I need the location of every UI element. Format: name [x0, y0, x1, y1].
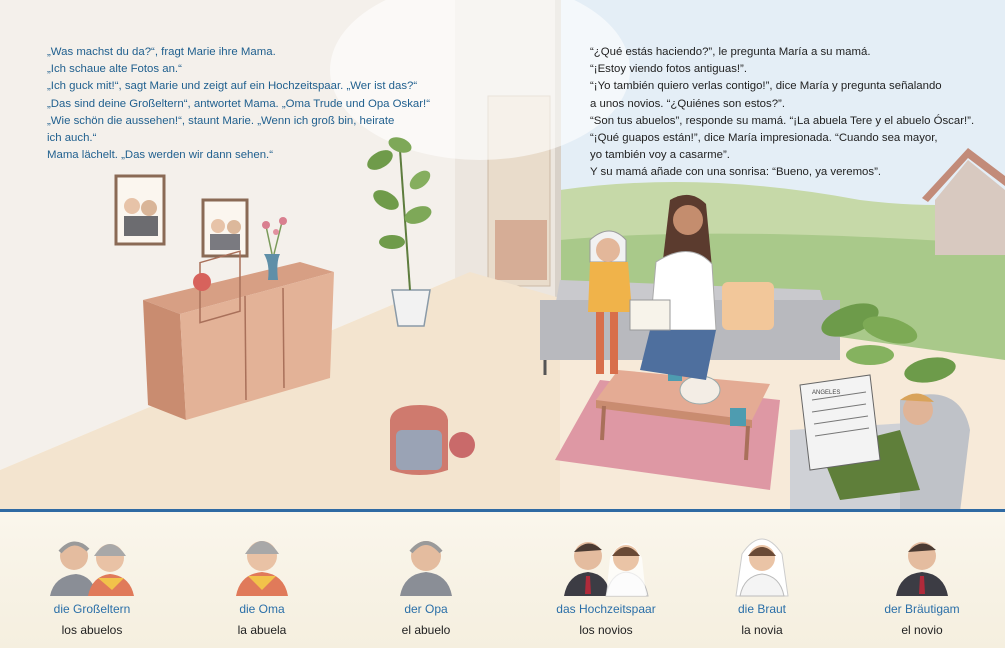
vocab-item-grandparents	[22, 512, 162, 648]
german-line: „Ich schaue alte Fotos an.“	[47, 63, 182, 76]
vocabulary-band	[0, 512, 1005, 648]
german-line: „Wie schön die aussehen!“, staunt Marie. „Wenn ich groß bin, heirate	[47, 114, 395, 127]
vocab-spanish-word: los novios	[579, 623, 633, 637]
vocab-german-word: der Bräutigam	[884, 602, 960, 616]
picture-frame-grandparents	[203, 200, 247, 256]
grandmother-portrait-icon	[212, 518, 312, 598]
vocab-spanish-word: el abuelo	[401, 623, 451, 637]
vocab-spanish-word: los abuelos	[61, 623, 123, 637]
vocab-spanish-word: la abuela	[237, 623, 287, 637]
spanish-line: “Son tus abuelos”, responde su mamá. “¡La abuela Tere y el abuelo Óscar!”.	[590, 114, 975, 127]
story-text-spanish	[590, 44, 1000, 182]
vocab-spanish-word: la novia	[741, 623, 783, 637]
spanish-line: yo también voy a casarme”.	[590, 149, 730, 162]
german-line: „Ich guck mit!“, sagt Marie und zeigt auf ein Hochzeitspaar. „Wer ist das?“	[47, 80, 418, 93]
spanish-line: “¡Estoy viendo fotos antiguas!”.	[590, 63, 748, 76]
vocab-german-word: die Oma	[239, 602, 285, 616]
photo-album	[630, 300, 670, 330]
cushion	[722, 282, 774, 330]
german-line: „Was machst du da?“, fragt Marie ihre Mama.	[47, 46, 276, 58]
vocab-german-word: das Hochzeitspaar	[556, 602, 656, 616]
german-line: „Das sind deine Großeltern“, antwortet Mama. „Oma Trude und Opa Oskar!“	[47, 97, 430, 110]
vocab-spanish-word: el novio	[901, 623, 943, 637]
picture-frame-couple	[116, 176, 164, 244]
spanish-line: Y su mamá añade con una sonrisa: “Bueno, ya veremos”.	[590, 166, 882, 179]
spanish-line: “¿Qué estás haciendo?”, le pregunta María a su mamá.	[590, 46, 871, 58]
story-text-german	[47, 44, 467, 164]
small-figurine	[193, 273, 211, 291]
grandfather-portrait-icon	[376, 518, 476, 598]
vocab-item-groom	[852, 512, 992, 648]
vocab-german-word: die Braut	[737, 602, 787, 616]
vocab-german-word: die Großeltern	[53, 602, 131, 616]
spanish-line: a unos novios. “¿Quiénes son estos?”.	[590, 97, 786, 110]
german-line: ich auch.“	[47, 132, 97, 145]
spanish-line: “¡Qué guapos están!”, dice María impresionada. “Cuando sea mayor,	[590, 132, 938, 145]
spanish-line: “¡Yo también quiero verlas contigo!”, dice María y pregunta señalando	[590, 80, 942, 93]
vocab-german-word: der Opa	[404, 602, 448, 616]
bride-portrait-icon	[712, 518, 812, 598]
vocab-item-grandfather	[356, 512, 496, 648]
german-line: Mama lächelt. „Das werden wir dann sehen.“	[47, 149, 274, 162]
vocab-item-grandmother	[192, 512, 332, 648]
groom-portrait-icon	[872, 518, 972, 598]
wedding-couple-portrait-icon	[556, 518, 656, 598]
newspaper-masthead: ANGELES	[812, 390, 841, 396]
vocab-item-bride	[692, 512, 832, 648]
grandparents-portrait-icon	[42, 518, 142, 598]
vocab-item-wedding-couple	[536, 512, 676, 648]
